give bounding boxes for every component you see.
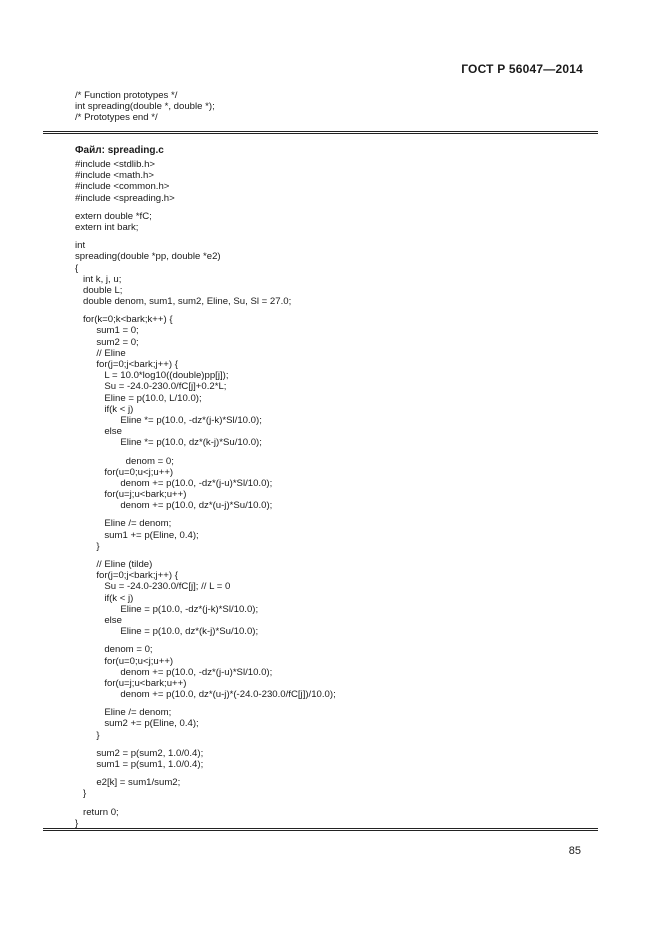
file-title: Файл: spreading.c — [75, 145, 164, 156]
code-line: sum2 = 0; — [75, 336, 139, 348]
blank-line — [75, 741, 595, 748]
code-line: #include <math.h> — [75, 170, 154, 182]
blank-line — [75, 770, 595, 777]
code-line: Eline /= denom; — [75, 518, 172, 530]
code-line: Eline *= p(10.0, dz*(k-j)*Su/10.0); — [75, 437, 262, 449]
blank-line — [75, 233, 595, 240]
code-line: extern double *fC; — [75, 210, 152, 222]
blank-line — [75, 204, 595, 211]
blank-line — [75, 552, 595, 559]
code-line: extern int bark; — [75, 221, 139, 233]
code-line: denom = 0; — [75, 644, 153, 656]
code-line: Eline *= p(10.0, -dz*(j-k)*Sl/10.0); — [75, 414, 262, 426]
prototypes-block — [75, 90, 595, 124]
code-line: spreading(double *pp, double *e2) — [75, 251, 221, 263]
code-line: /* Function prototypes */ — [75, 90, 178, 101]
code-line: double L; — [75, 284, 123, 296]
separator-rule — [43, 830, 598, 831]
page-number: 85 — [568, 845, 581, 857]
code-line: else — [75, 614, 122, 626]
code-line: Su = -24.0-230.0/fC[j]+0.2*L; — [75, 381, 227, 393]
code-line: /* Prototypes end */ — [75, 112, 158, 124]
code-line: for(u=j;u<bark;u++) — [75, 489, 187, 501]
code-line: int spreading(double *, double *); — [75, 101, 215, 113]
code-line: if(k < j) — [75, 403, 134, 415]
code-line: denom += p(10.0, -dz*(j-u)*Sl/10.0); — [75, 477, 273, 489]
separator-rule — [43, 131, 598, 132]
code-line: } — [75, 817, 79, 829]
code-line: denom += p(10.0, dz*(u-j)*Su/10.0); — [75, 500, 273, 512]
code-line: double denom, sum1, sum2, Eline, Su, Sl = 27.0; — [75, 296, 292, 308]
code-line: for(j=0;j<bark;j++) { — [75, 570, 178, 582]
code-line: Eline = p(10.0, -dz*(j-k)*Sl/10.0); — [75, 603, 259, 615]
code-line: for(u=j;u<bark;u++) — [75, 677, 187, 689]
code-line: #include <stdlib.h> — [75, 159, 156, 170]
code-line: } — [75, 788, 87, 800]
code-line: denom = 0; — [75, 455, 174, 467]
code-line: Su = -24.0-230.0/fC[j]; // L = 0 — [75, 581, 231, 593]
blank-line — [75, 637, 595, 644]
code-line: #include <common.h> — [75, 181, 170, 193]
code-line: Eline = p(10.0, dz*(k-j)*Su/10.0); — [75, 626, 259, 638]
code-line: { — [75, 262, 79, 274]
code-line: } — [75, 729, 100, 741]
blank-line — [75, 511, 595, 518]
code-line: } — [75, 540, 100, 552]
code-line: return 0; — [75, 806, 119, 818]
code-line: else — [75, 426, 122, 438]
code-listing — [75, 159, 595, 829]
code-line: denom += p(10.0, -dz*(j-u)*Sl/10.0); — [75, 666, 273, 678]
separator-rule — [43, 133, 598, 134]
code-line: for(u=0;u<j;u++) — [75, 655, 174, 667]
blank-line — [75, 307, 595, 314]
code-line: for(k=0;k<bark;k++) { — [75, 314, 173, 326]
code-line: for(u=0;u<j;u++) — [75, 466, 174, 478]
code-line: sum1 = p(sum1, 1.0/0.4); — [75, 759, 204, 770]
blank-line — [75, 800, 595, 807]
code-line: // Eline (tilde) — [75, 559, 153, 570]
code-line: if(k < j) — [75, 592, 134, 604]
code-line: L = 10.0*log10((double)pp[j]); — [75, 370, 229, 382]
code-line: sum2 += p(Eline, 0.4); — [75, 718, 199, 730]
code-line: Eline = p(10.0, L/10.0); — [75, 392, 202, 404]
code-line: e2[k] = sum1/sum2; — [75, 777, 181, 789]
code-line: denom += p(10.0, dz*(u-j)*(-24.0-230.0/fC[j])/10.0); — [75, 689, 336, 701]
code-line: sum1 += p(Eline, 0.4); — [75, 529, 199, 541]
code-line: int k, j, u; — [75, 273, 122, 285]
separator-rule — [43, 828, 598, 829]
blank-line — [75, 449, 595, 456]
code-line: sum1 = 0; — [75, 325, 139, 337]
blank-line — [75, 700, 595, 707]
code-line: sum2 = p(sum2, 1.0/0.4); — [75, 747, 204, 759]
code-line: for(j=0;j<bark;j++) { — [75, 359, 178, 370]
document-standard-header: ГОСТ Р 56047—2014 — [461, 62, 583, 76]
code-line: // Eline — [75, 347, 126, 359]
code-line: #include <spreading.h> — [75, 192, 175, 204]
code-line: int — [75, 240, 86, 252]
code-line: Eline /= denom; — [75, 707, 172, 719]
